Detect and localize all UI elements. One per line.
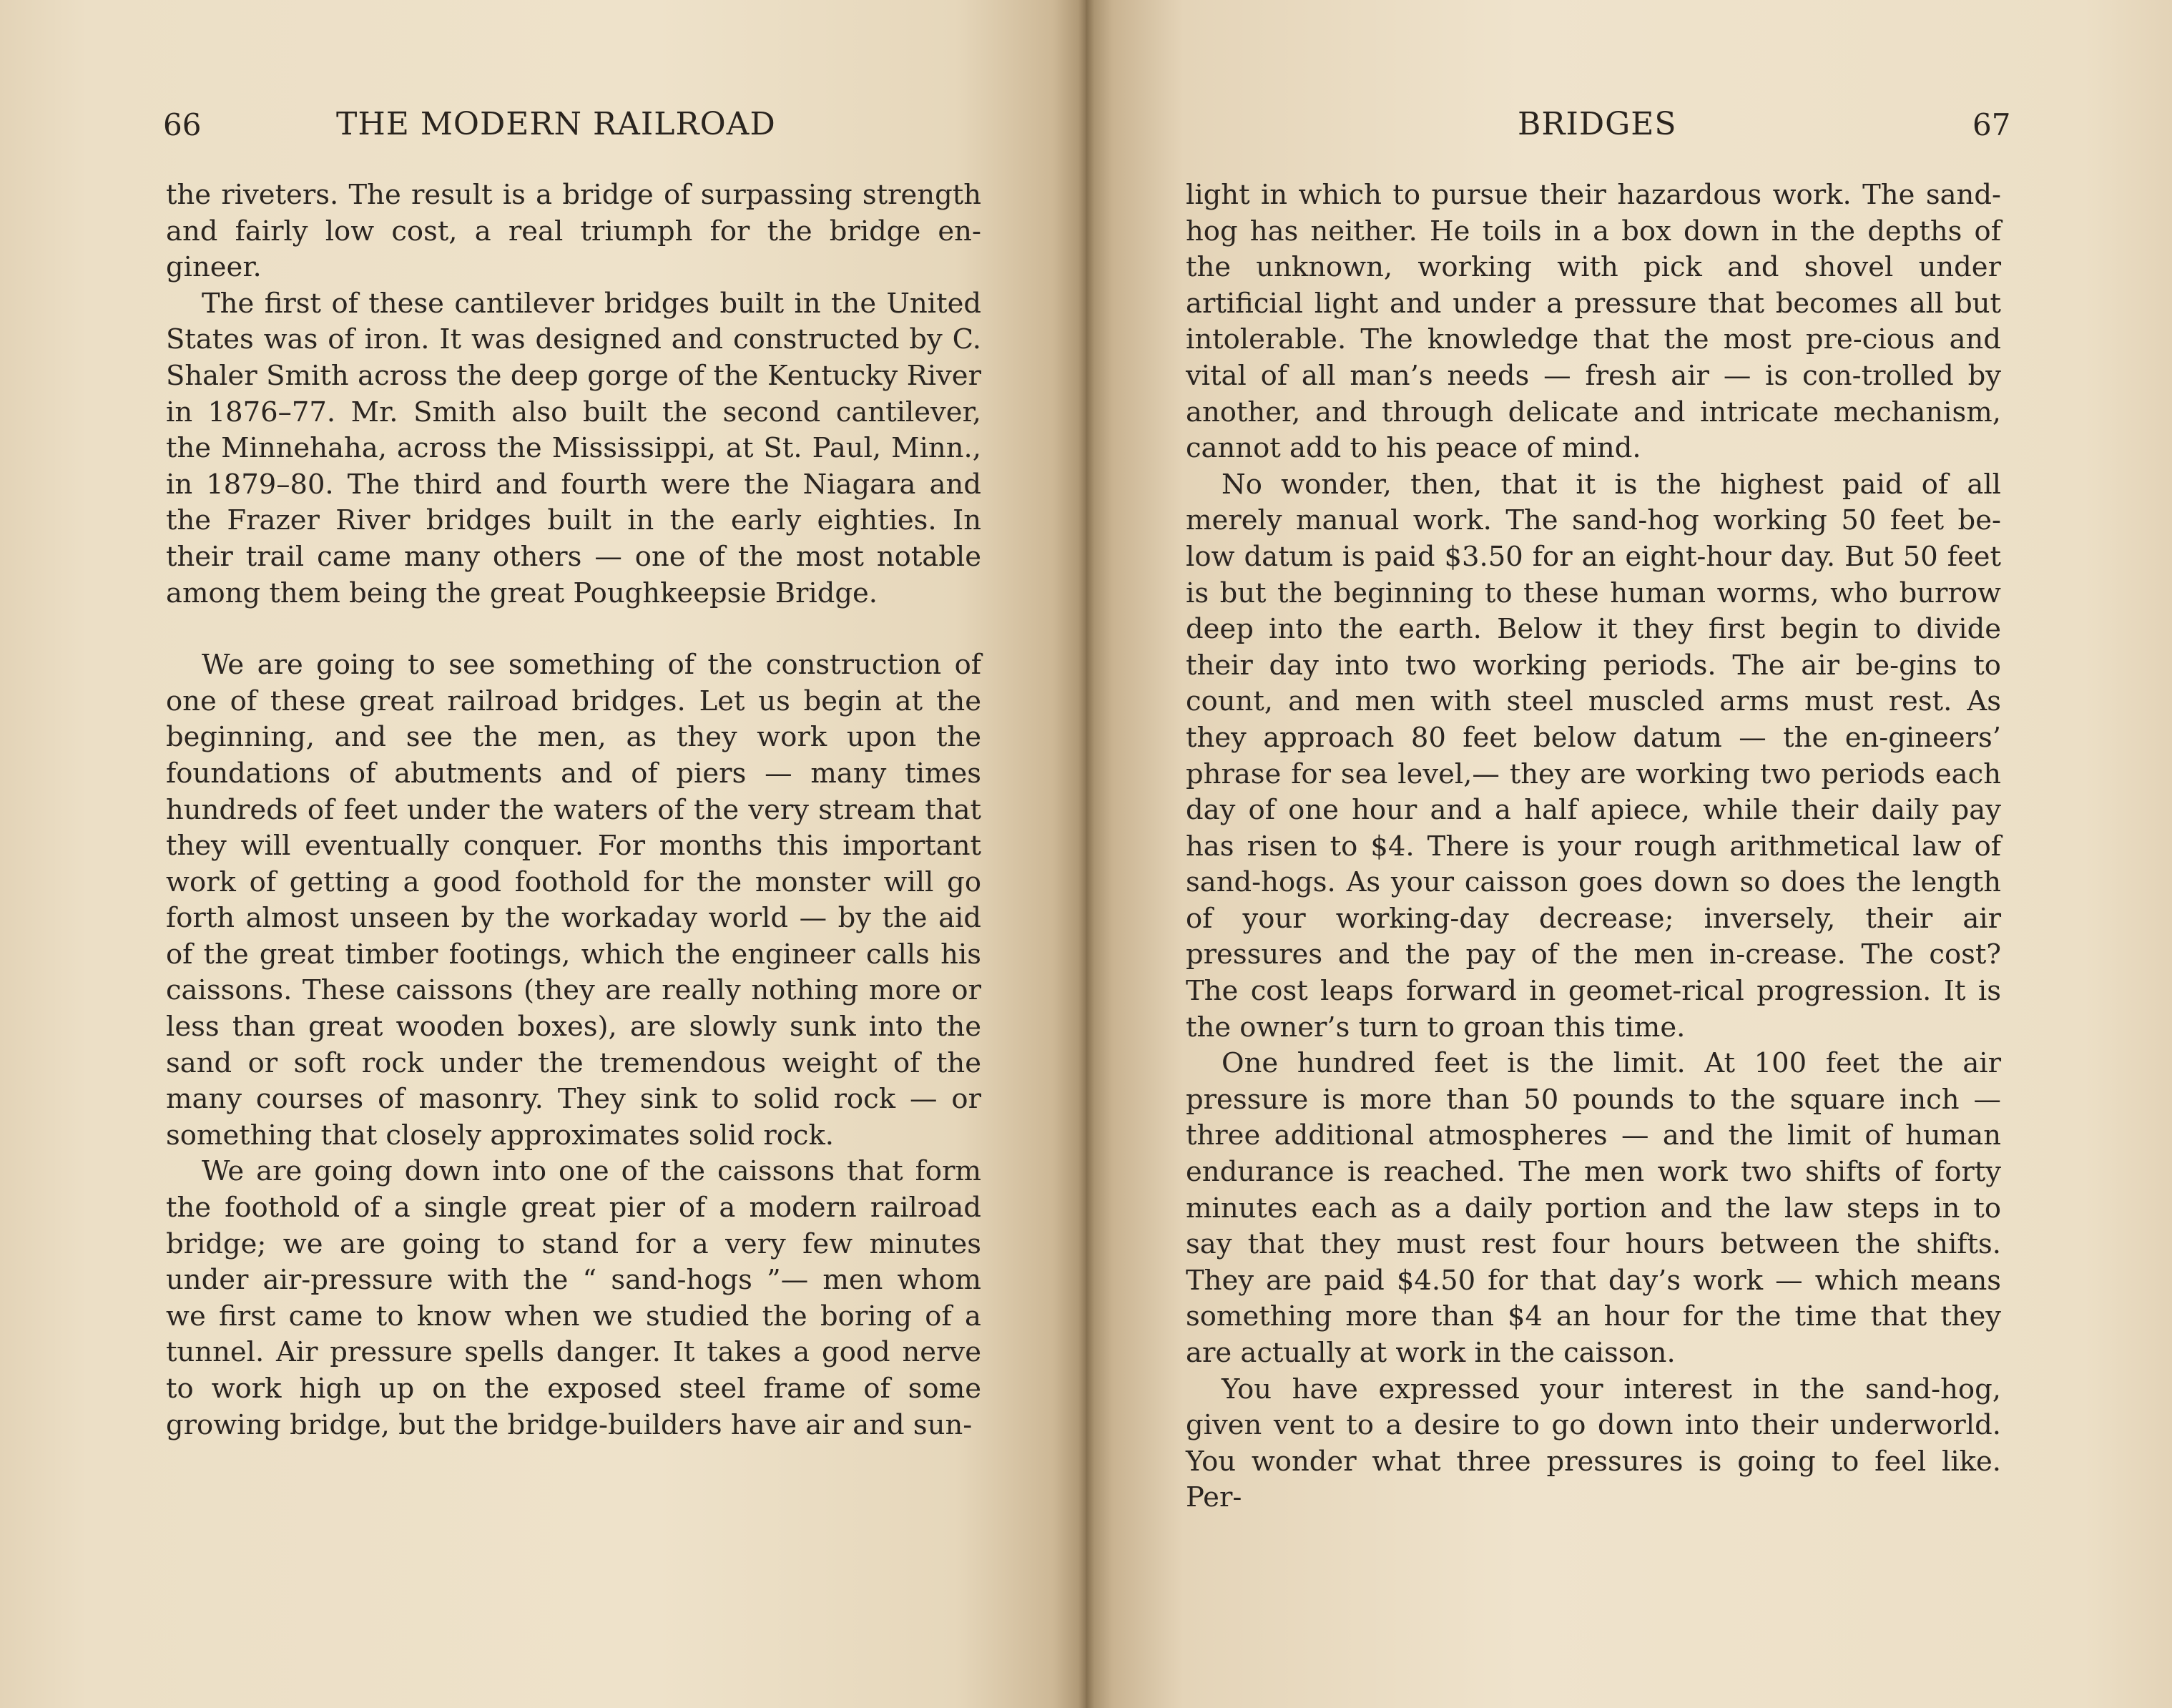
text-column [1186, 177, 2001, 1516]
paragraph: You have expressed your interest in the sand-hog, given vent to a desire to go down into their underworld. You wonder what three pressures is going to feel like. Per- [1186, 1373, 2001, 1514]
book-gutter [1078, 0, 1094, 1708]
right-page [1086, 0, 2172, 1708]
page-number: 66 [163, 107, 202, 142]
paragraph: No wonder, then, that it is the highest paid of all merely manual work. The sand-hog working 50 feet be-low datum is paid $3.50 for an eight-hour day. But 50 feet is but the beginning to these human worms, who burrow deep into the earth. Below it they first begin to divide their day into two working periods. The air be-gins to count, and men with steel muscled arms must rest. As they approach 80 feet below datum — the en-gineers’ phrase for sea level,— they are working two periods each day of one hour and a half apiece, while their daily pay has risen to $4. There is your rough arithmetical law of sand-hogs. As your caisson goes down so does the length of your working-day decrease; inversely, their air pressures and the pay of the men in-crease. The cost? The cost leaps forward in geomet-rical progression. It is the owner’s turn to groan this time. [1186, 468, 2001, 1044]
paragraph: the riveters. The result is a bridge of surpassing strength and fairly low cost, a real triumph for the bridge en-gineer. [166, 179, 981, 284]
paragraph: The first of these cantilever bridges built in the United States was of iron. It was designed and constructed by C. Shaler Smith across the deep gorge of the Kentucky River in 1876–77. Mr. Smith also built the second cantilever, the Minnehaha, across the Mississippi, at St. Paul, Minn., in 1879–80. The third and fourth were the Niagara and the Frazer River bridges built in the early eighties. In their trail came many others — one of the most notable among them being the great Poughkeepsie Bridge. [166, 287, 981, 609]
page-number: 67 [1972, 107, 2011, 142]
paragraph: One hundred feet is the limit. At 100 feet the air pressure is more than 50 pounds to the square inch — three additional atmospheres — and the limit of human endurance is reached. The men work two shifts of forty minutes each as a daily portion and the law steps in to say that they must rest four hours between the shifts. They are paid $4.50 for that day’s work — which means something more than $4 an hour for the time that they are actually at work in the caisson. [1186, 1047, 2001, 1369]
running-head: BRIDGES [1518, 106, 1677, 142]
text-column [166, 177, 981, 1443]
paragraph: We are going down into one of the caissons that form the foothold of a single great pier of a modern railroad bridge; we are going to stand for a very few minutes under air-pressure with the “ sand-hogs ”— men whom we first came to know when we studied the boring of a tunnel. Air pressure spells danger. It takes a good nerve to work high up on the exposed steel frame of some growing bridge, but the bridge-builders have air and sun- [166, 1155, 981, 1441]
running-head: THE MODERN RAILROAD [336, 106, 776, 142]
paragraph: We are going to see something of the construction of one of these great railroad bridges. Let us begin at the beginning, and see the men, as they work upon the foundations of abutments and of piers — many times hundreds of feet under the waters of the very stream that they will eventually conquer. For months this important work of getting a good foothold for the monster will go forth almost unseen by the workaday world — by the aid of the great timber footings, which the engineer calls his caissons. These caissons (they are really nothing more or less than great wooden boxes), are slowly sunk into the sand or soft rock under the tremendous weight of the many courses of masonry. They sink to solid rock — or something that closely approximates solid rock. [166, 649, 981, 1152]
paragraph: light in which to pursue their hazardous work. The sand-hog has neither. He toils in a box down in the depths of the unknown, working with pick and shovel under artificial light and under a pressure that becomes all but intolerable. The knowledge that the most pre-cious and vital of all man’s needs — fresh air — is con-trolled by another, and through delicate and intricate mechanism, cannot add to his peace of mind. [1186, 179, 2001, 465]
